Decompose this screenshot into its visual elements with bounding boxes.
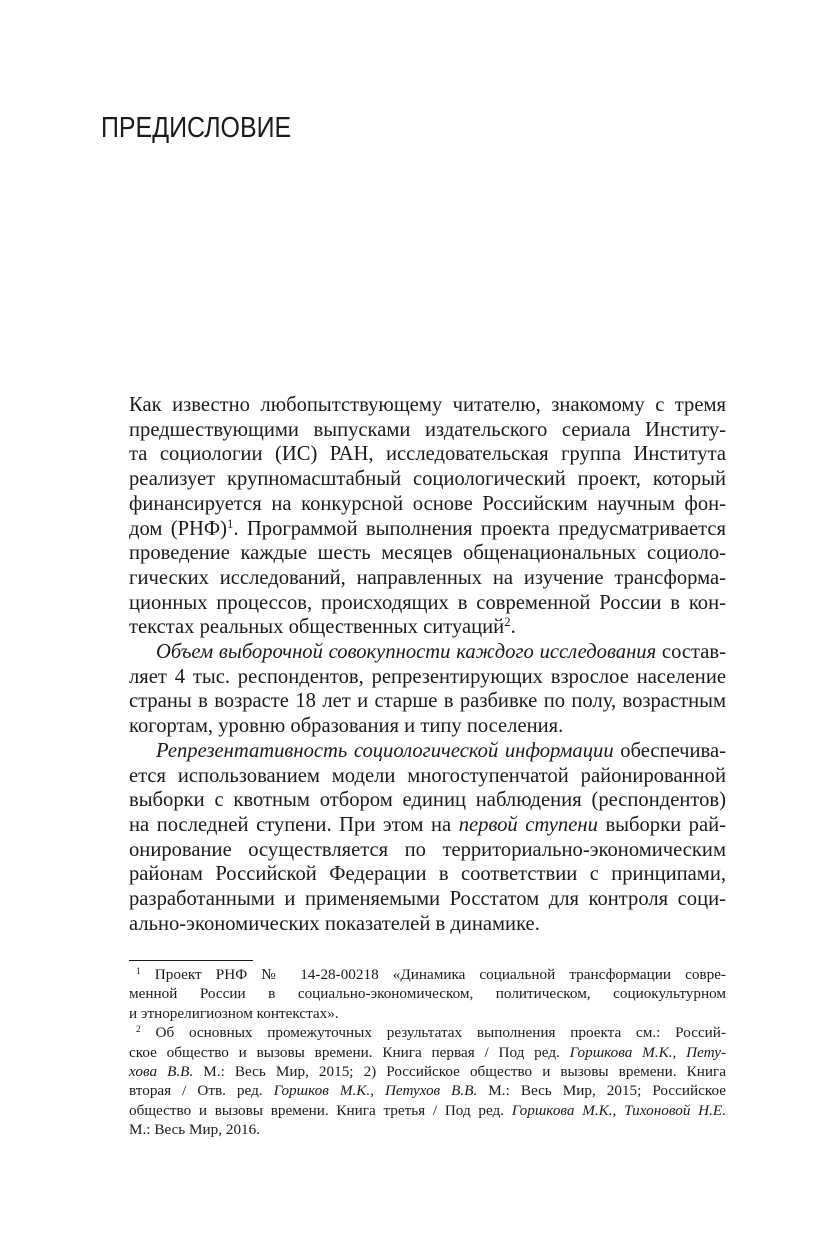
text-line (129, 1101, 726, 1120)
text-line: проведение каждые шесть месяцев общенациональных социоло- (129, 542, 726, 565)
text-line (129, 813, 726, 838)
text-line (129, 517, 726, 542)
text-line: выборки с квотным отбором единиц наблюдения (респондентов) (129, 789, 726, 812)
text-line: гических исследований, направленных на изучение трансформа- (129, 566, 726, 589)
paragraph-1 (129, 393, 726, 640)
text-line: когортам, уровню образования и типу поселения. (129, 715, 564, 738)
text-line: М.: Весь Мир, 2016. (129, 1121, 261, 1139)
text-line (129, 739, 726, 764)
text-line: ально-экономических показателей в динамике. (129, 912, 540, 935)
text-fragment: обеспечива- (613, 739, 726, 762)
text-fragment: на последней ступени. При этом на (129, 813, 459, 836)
text-fragment: . (510, 616, 516, 639)
footnotes (129, 965, 726, 1140)
text-line (129, 965, 726, 984)
text-fragment: общество и вызовы времени. Книга третья / Под ред. (129, 1101, 512, 1119)
footnote-mark: 1 (136, 966, 141, 977)
text-fragment: М.: Весь Мир, 2015; Российское (477, 1082, 726, 1100)
paragraph-3 (129, 739, 726, 937)
emphasis: Горшкова М.К., Пету- (569, 1043, 727, 1061)
text-line: онирование осуществляется по территориально-экономическим (129, 838, 726, 861)
footnote-2 (129, 1023, 726, 1139)
emphasis: первой ступени (458, 813, 598, 836)
text-fragment: дом (РНФ) (129, 517, 228, 540)
text-fragment: Об основных промежуточных результатах выполнения проекта см.: Россий- (140, 1024, 726, 1042)
text-line (129, 1023, 726, 1042)
text-line (129, 1062, 726, 1081)
text-line: ляет 4 тыс. респондентов, репрезентирующих взрослое население (129, 665, 726, 688)
text-line: районам Российской Федерации в соответствии с принципами, (129, 863, 726, 886)
text-fragment: Проект РНФ № 14-28-00218 «Динамика социальной трансформации совре- (140, 966, 726, 983)
text-line (129, 615, 726, 640)
text-fragment: вторая / Отв. ред. (129, 1082, 274, 1100)
text-fragment: состав- (656, 641, 726, 664)
text-fragment: ское общество и вызовы времени. Книга первая / Под ред. (129, 1043, 570, 1061)
text-line: ционных процессов, происходящих в современной России в кон- (129, 591, 726, 614)
text-fragment: выборки рай- (597, 813, 726, 836)
text-line (129, 1043, 726, 1062)
emphasis: Репрезентативность социологической информации (156, 739, 614, 762)
footnote-1 (129, 965, 726, 1023)
text-line: финансируется на конкурсной основе Российским научным фон- (129, 492, 726, 515)
footnote-ref-1[interactable]: 1 (227, 516, 234, 531)
emphasis: Горшков М.К., Петухов В.В. (273, 1082, 478, 1100)
text-line: разработанными и применяемыми Росстатом для контроля соци- (129, 888, 726, 911)
text-line: предшествующими выпусками издательского сериала Институ- (129, 418, 726, 441)
text-line: и этнорелигиозном контекстах». (129, 1004, 339, 1022)
text-line: Как известно любопытствующему читателю, знакомому с тремя (129, 394, 726, 416)
footnote-ref-2[interactable]: 2 (504, 615, 511, 630)
text-line: менной России в социально-экономическом, политическом, социокультурном (129, 985, 726, 1003)
emphasis: Объем выборочной совокупности каждого исследования (156, 641, 657, 664)
text-line: та социологии (ИС) РАН, исследовательская группа Института (129, 443, 726, 466)
text-line: ется использованием модели многоступенчатой районированной (129, 764, 726, 787)
text-line (129, 1081, 726, 1100)
main-text (129, 393, 726, 936)
text-line (129, 640, 726, 665)
footnote-divider (129, 960, 253, 961)
text-fragment: . Программой выполнения проекта предусматривается (233, 517, 727, 540)
text-line: страны в возрасте 18 лет и старше в разбивке по полу, возрастным (129, 690, 726, 713)
emphasis: Горшкова М.К., Тихоновой Н.Е. (511, 1101, 726, 1119)
footnote-mark: 2 (136, 1025, 141, 1036)
text-line: реализует крупномасштабный социологический проект, который (129, 468, 726, 491)
page-title: ПРЕДИСЛОВИЕ (101, 112, 292, 144)
emphasis: хова В.В. (129, 1063, 194, 1081)
paragraph-2 (129, 640, 726, 739)
text-fragment: текстах реальных общественных ситуаций (129, 616, 505, 639)
text-fragment: М.: Весь Мир, 2015; 2) Российское общество и вызовы времени. Книга (193, 1063, 726, 1081)
